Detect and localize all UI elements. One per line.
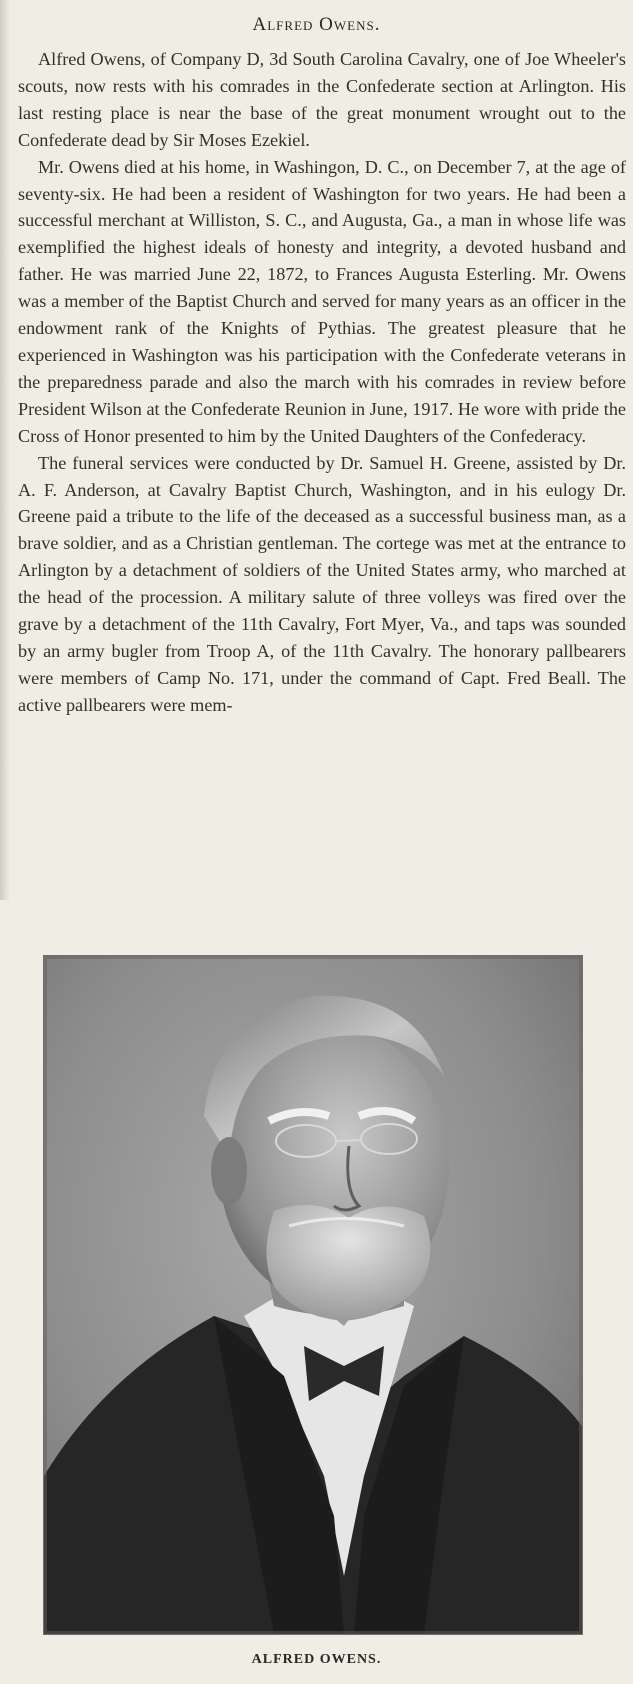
paragraph-1: Alfred Owens, of Company D, 3d South Carolina Cavalry, one of Joe Wheeler's scouts, now rests with his comrades in the Confederate section at Arlington. His last resting place is near the base of the great monument wrought out to the Confederate dead by Sir Moses Ezekiel. <box>18 49 626 150</box>
portrait-illustration <box>44 956 582 1634</box>
paragraph-3: The funeral services were conducted by Dr. Samuel H. Greene, assisted by Dr. A. F. Anderson, at Cavalry Baptist Church, Washington, and in his eulogy Dr. Greene paid a tribute to the life of the deceased as a successful business man, as a brave soldier, and as a Christian gentleman. The cortege was met at the entrance to Arlington by a detachment of soldiers of the United States army, who marched at the head of the procession. A military salute of three volleys was fired over the grave by a detachment of the 11th Cavalry, Fort Myer, Va., and taps was sounded by an army bugler from Troop A, of the 11th Cavalry. The honorary pallbearers were members of Camp No. 171, under the command of Capt. Fred Beall. The active pallbearers were mem- <box>18 452 626 715</box>
portrait-photo <box>44 956 582 1634</box>
photo-caption: ALFRED OWENS. <box>251 1652 382 1667</box>
article-body <box>18 46 626 719</box>
page-edge-shadow <box>0 0 10 900</box>
article-title: Alfred Owens. <box>252 14 381 35</box>
paragraph-2: Mr. Owens died at his home, in Washingon, D. C., on December 7, at the age of seventy-six. He had been a resident of Washington for two years. He had been a successful merchant at Williston, S. C., and Augusta, Ga., a man in whose life was exemplified the highest ideals of honesty and integrity, a devoted husband and father. He was married June 22, 1872, to Frances Augusta Esterling. Mr. Owens was a member of the Baptist Church and served for many years as an officer in the endowment rank of the Knights of Pythias. The greatest pleasure that he experienced in Washington was his participation with the Confederate veterans in the preparedness parade and also the march with his comrades in review before President Wilson at the Confederate Reunion in June, 1917. He wore with pride the Cross of Honor presented to him by the United Daughters of the Confederacy. <box>18 156 626 446</box>
